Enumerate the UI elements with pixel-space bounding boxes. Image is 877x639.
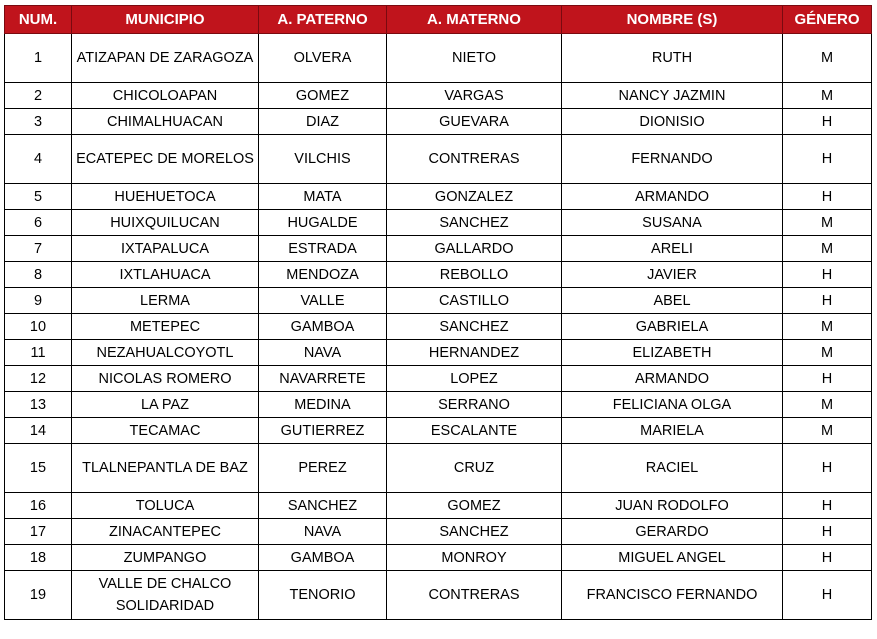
- table-row: [5, 288, 872, 314]
- cell-municipio: TLALNEPANTLA DE BAZ: [72, 444, 259, 493]
- cell-nombre: ARMANDO: [562, 366, 783, 392]
- table-row: [5, 210, 872, 236]
- table-row: [5, 545, 872, 571]
- cell-a-paterno: NAVARRETE: [259, 366, 387, 392]
- cell-a-paterno: MATA: [259, 184, 387, 210]
- cell-num: 15: [5, 444, 72, 493]
- cell-municipio: HUEHUETOCA: [72, 184, 259, 210]
- cell-num: 18: [5, 545, 72, 571]
- cell-nombre: SUSANA: [562, 210, 783, 236]
- cell-genero: M: [783, 236, 872, 262]
- cell-num: 12: [5, 366, 72, 392]
- cell-nombre: RACIEL: [562, 444, 783, 493]
- cell-a-materno: GOMEZ: [387, 493, 562, 519]
- candidates-table: [4, 5, 872, 620]
- cell-municipio: NICOLAS ROMERO: [72, 366, 259, 392]
- cell-a-materno: ESCALANTE: [387, 418, 562, 444]
- table-body: [5, 34, 872, 620]
- cell-genero: H: [783, 135, 872, 184]
- cell-municipio: LA PAZ: [72, 392, 259, 418]
- cell-num: 7: [5, 236, 72, 262]
- table-row: [5, 83, 872, 109]
- cell-a-materno: CONTRERAS: [387, 571, 562, 620]
- cell-municipio: ZUMPANGO: [72, 545, 259, 571]
- cell-a-materno: HERNANDEZ: [387, 340, 562, 366]
- cell-a-paterno: GOMEZ: [259, 83, 387, 109]
- header-num: NUM.: [5, 6, 72, 34]
- cell-nombre: ARMANDO: [562, 184, 783, 210]
- cell-genero: H: [783, 109, 872, 135]
- table-container: [4, 5, 871, 620]
- cell-a-materno: NIETO: [387, 34, 562, 83]
- table-row: [5, 392, 872, 418]
- table-row: [5, 314, 872, 340]
- cell-nombre: FELICIANA OLGA: [562, 392, 783, 418]
- cell-genero: M: [783, 392, 872, 418]
- cell-municipio: NEZAHUALCOYOTL: [72, 340, 259, 366]
- cell-genero: H: [783, 519, 872, 545]
- table-row: [5, 109, 872, 135]
- table-row: [5, 236, 872, 262]
- cell-num: 17: [5, 519, 72, 545]
- cell-municipio: VALLE DE CHALCO SOLIDARIDAD: [72, 571, 259, 620]
- cell-genero: M: [783, 83, 872, 109]
- cell-nombre: GERARDO: [562, 519, 783, 545]
- table-row: [5, 519, 872, 545]
- cell-nombre: JAVIER: [562, 262, 783, 288]
- cell-genero: M: [783, 314, 872, 340]
- cell-genero: H: [783, 444, 872, 493]
- cell-nombre: ELIZABETH: [562, 340, 783, 366]
- cell-nombre: FERNANDO: [562, 135, 783, 184]
- cell-a-paterno: SANCHEZ: [259, 493, 387, 519]
- cell-num: 8: [5, 262, 72, 288]
- cell-genero: H: [783, 184, 872, 210]
- cell-a-materno: LOPEZ: [387, 366, 562, 392]
- cell-a-materno: VARGAS: [387, 83, 562, 109]
- cell-a-materno: GALLARDO: [387, 236, 562, 262]
- table-row: [5, 418, 872, 444]
- cell-genero: H: [783, 366, 872, 392]
- cell-genero: M: [783, 418, 872, 444]
- cell-municipio: IXTAPALUCA: [72, 236, 259, 262]
- cell-a-materno: SANCHEZ: [387, 210, 562, 236]
- cell-municipio: ZINACANTEPEC: [72, 519, 259, 545]
- cell-genero: H: [783, 288, 872, 314]
- cell-municipio: ATIZAPAN DE ZARAGOZA: [72, 34, 259, 83]
- cell-a-paterno: GAMBOA: [259, 314, 387, 340]
- cell-a-materno: GONZALEZ: [387, 184, 562, 210]
- table-row: [5, 366, 872, 392]
- cell-a-materno: SANCHEZ: [387, 519, 562, 545]
- cell-num: 14: [5, 418, 72, 444]
- cell-nombre: MIGUEL ANGEL: [562, 545, 783, 571]
- header-a-paterno: A. PATERNO: [259, 6, 387, 34]
- cell-nombre: NANCY JAZMIN: [562, 83, 783, 109]
- table-row: [5, 571, 872, 620]
- cell-num: 3: [5, 109, 72, 135]
- header-row: [5, 6, 872, 34]
- cell-nombre: FRANCISCO FERNANDO: [562, 571, 783, 620]
- cell-municipio: LERMA: [72, 288, 259, 314]
- table-row: [5, 135, 872, 184]
- cell-genero: H: [783, 545, 872, 571]
- cell-num: 13: [5, 392, 72, 418]
- table-row: [5, 493, 872, 519]
- cell-genero: H: [783, 493, 872, 519]
- cell-genero: M: [783, 340, 872, 366]
- cell-genero: H: [783, 262, 872, 288]
- cell-num: 11: [5, 340, 72, 366]
- cell-nombre: DIONISIO: [562, 109, 783, 135]
- cell-municipio: HUIXQUILUCAN: [72, 210, 259, 236]
- cell-a-paterno: VILCHIS: [259, 135, 387, 184]
- header-genero: GÉNERO: [783, 6, 872, 34]
- cell-a-paterno: VALLE: [259, 288, 387, 314]
- cell-num: 10: [5, 314, 72, 340]
- cell-a-materno: SANCHEZ: [387, 314, 562, 340]
- cell-municipio: TOLUCA: [72, 493, 259, 519]
- cell-num: 19: [5, 571, 72, 620]
- cell-a-materno: CONTRERAS: [387, 135, 562, 184]
- cell-a-materno: MONROY: [387, 545, 562, 571]
- cell-num: 5: [5, 184, 72, 210]
- cell-num: 9: [5, 288, 72, 314]
- cell-a-paterno: GAMBOA: [259, 545, 387, 571]
- cell-a-materno: CASTILLO: [387, 288, 562, 314]
- cell-nombre: ABEL: [562, 288, 783, 314]
- cell-a-paterno: GUTIERREZ: [259, 418, 387, 444]
- cell-num: 2: [5, 83, 72, 109]
- cell-municipio: METEPEC: [72, 314, 259, 340]
- cell-a-materno: CRUZ: [387, 444, 562, 493]
- cell-municipio: CHICOLOAPAN: [72, 83, 259, 109]
- table-row: [5, 184, 872, 210]
- cell-num: 16: [5, 493, 72, 519]
- cell-num: 6: [5, 210, 72, 236]
- cell-nombre: GABRIELA: [562, 314, 783, 340]
- cell-a-paterno: TENORIO: [259, 571, 387, 620]
- header-nombre: NOMBRE (S): [562, 6, 783, 34]
- cell-a-materno: SERRANO: [387, 392, 562, 418]
- cell-genero: M: [783, 34, 872, 83]
- header-municipio: MUNICIPIO: [72, 6, 259, 34]
- table-row: [5, 262, 872, 288]
- cell-nombre: RUTH: [562, 34, 783, 83]
- cell-a-paterno: NAVA: [259, 340, 387, 366]
- cell-nombre: ARELI: [562, 236, 783, 262]
- cell-num: 4: [5, 135, 72, 184]
- cell-a-paterno: PEREZ: [259, 444, 387, 493]
- cell-nombre: JUAN RODOLFO: [562, 493, 783, 519]
- cell-genero: H: [783, 571, 872, 620]
- cell-municipio: IXTLAHUACA: [72, 262, 259, 288]
- table-row: [5, 444, 872, 493]
- cell-a-paterno: NAVA: [259, 519, 387, 545]
- cell-municipio: ECATEPEC DE MORELOS: [72, 135, 259, 184]
- table-row: [5, 34, 872, 83]
- cell-a-paterno: HUGALDE: [259, 210, 387, 236]
- table-row: [5, 340, 872, 366]
- cell-a-paterno: DIAZ: [259, 109, 387, 135]
- cell-num: 1: [5, 34, 72, 83]
- cell-nombre: MARIELA: [562, 418, 783, 444]
- cell-a-paterno: OLVERA: [259, 34, 387, 83]
- cell-a-materno: REBOLLO: [387, 262, 562, 288]
- header-a-materno: A. MATERNO: [387, 6, 562, 34]
- cell-municipio: CHIMALHUACAN: [72, 109, 259, 135]
- cell-a-materno: GUEVARA: [387, 109, 562, 135]
- cell-a-paterno: ESTRADA: [259, 236, 387, 262]
- cell-genero: M: [783, 210, 872, 236]
- cell-a-paterno: MEDINA: [259, 392, 387, 418]
- cell-a-paterno: MENDOZA: [259, 262, 387, 288]
- cell-municipio: TECAMAC: [72, 418, 259, 444]
